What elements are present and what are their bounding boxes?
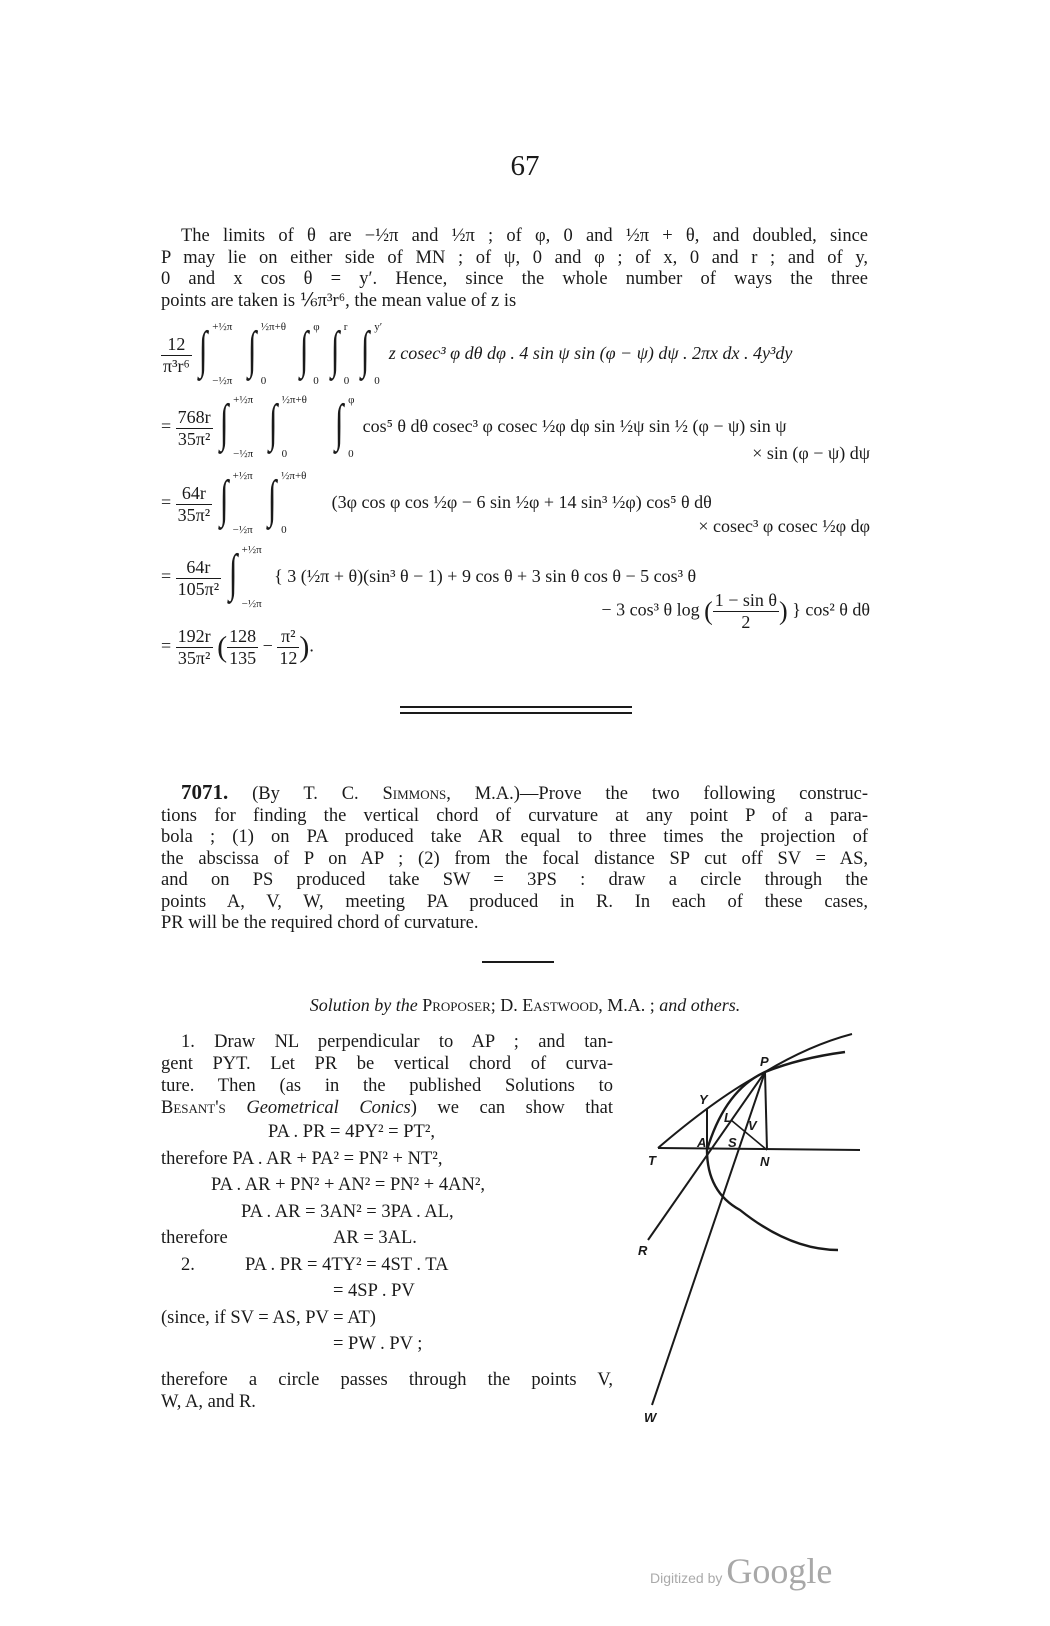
integral-sign: ∫ +½π −½π [220,394,254,460]
math-line: = 4SP . PV [333,1281,415,1301]
google-logo: Google [726,1551,833,1591]
math-line: 2. PA . PR = 4TY² = 4ST . TA [181,1254,449,1275]
intro-line: points are taken is ⅙π³r⁶, the mean value of z is [161,290,517,311]
integral-sign: ∫ ½π+θ 0 [267,470,307,536]
digitized-watermark: Digitized by Google [650,1551,833,1591]
solution-line: ture. Then (as in the published Solutions to [161,1076,613,1096]
math-line: therefore PA . AR + PA² = PN² + NT², [161,1148,443,1169]
integral-sign: ∫ r 0 [330,321,350,387]
integrand: { 3 (½π + θ)(sin³ θ − 1) + 9 cos θ + 3 sin θ cos θ − 5 cos³ θ [274,566,697,587]
solution-line: Besant's Geometrical Conics) we can show that [161,1098,613,1118]
author-name: Simmons [382,784,447,804]
label-a: A [697,1135,707,1150]
solution-line: W, A, and R. [161,1392,256,1412]
equation-4-continuation: − 3 cos³ θ log ( $\frac{\text{1 − sin θ}}{2}$ ) } cos² θ dθ [601,590,870,632]
question-line: 7071. (By T. C. Simmons, M.A.)—Prove the two following construc- [181,780,869,804]
integrand: cos⁵ θ dθ cosec³ φ cosec ½φ dφ sin ½ψ sin ½ (φ − ψ) sin ψ [362,416,787,437]
label-l: L [724,1110,732,1125]
solution-line: gent PYT. Let PR be vertical chord of curva- [161,1054,613,1074]
label-v: V [748,1118,757,1133]
integral-sign: ∫ φ 0 [335,394,355,460]
coefficient: $\frac{768r}{\text{35π²}}$ [177,406,211,449]
question-line: PR will be the required chord of curvature. [161,913,479,933]
axis-line [658,1148,860,1150]
solution-line: 1. Draw NL perpendicular to AP ; and tan- [181,1032,613,1052]
question-line: and on PS produced take SW = 3PS : draw a circle through the [161,870,868,890]
label-y: Y [699,1092,708,1107]
math-line: therefore AR = 3AL. [161,1228,417,1248]
integrand: (3φ cos φ cos ½φ − 6 sin ½φ + 14 sin³ ½φ) cos⁵ θ dθ [331,492,712,513]
label-s: S [728,1135,737,1150]
integrand: z cosec³ φ dθ dφ . 4 sin ψ sin (φ − ψ) dψ . 2πx dx . 4y³dy [388,343,793,364]
question-line: bola ; (1) on PA produced take AR equal to three times the projection of [161,827,868,847]
label-r: R [638,1243,648,1258]
intro-line: 0 and x cos θ = y′. Hence, since the whole number of ways the three [161,269,868,289]
question-line: the abscissa of P on AP ; (2) from the focal distance SP cut off SV = AS, [161,848,868,869]
intro-line: P may lie on either side of MN ; of ψ, 0 and φ ; of x, 0 and r ; and of y, [161,247,868,268]
coefficient: $\frac{12}{\text{π³r⁶}}$ [163,333,190,376]
equals-sign: = [161,492,172,513]
coefficient: $\frac{64r}{\text{35π²}}$ [177,482,211,525]
question-line: points A, V, W, meeting PA produced in R. In each of these cases, [161,891,868,912]
question-line: tions for finding the vertical chord of curvature at any point P of a para- [161,805,868,826]
equals-sign: = [161,566,172,587]
label-p: P [760,1054,769,1069]
label-n: N [760,1154,770,1169]
math-line: (since, if SV = AS, PV = AT) [161,1307,376,1328]
integral-sign: ∫ y′ 0 [361,321,383,387]
ordinate-pn [765,1072,767,1150]
page-number: 67 [510,150,540,182]
equation-3-continuation: × cosec³ φ cosec ½φ dφ [698,516,870,536]
equals-sign: = [161,635,172,656]
parabola-curve [707,1052,845,1250]
intro-line: The limits of θ are −½π and ½π ; of φ, 0 and ½π + θ, and doubled, since [181,226,868,246]
label-w: W [644,1410,657,1425]
integral-sign: ∫ ½π+θ 0 [268,394,307,460]
integral-sign: ∫ +½π −½π [219,470,253,536]
solution-line: therefore a circle passes through the points V, [161,1370,613,1390]
math-line: PA . AR + PN² + AN² = PN² + 4AN², [211,1175,485,1195]
integral-sign: ∫ φ 0 [300,321,320,387]
question-number: 7071. [181,780,229,804]
equals-sign: = [161,416,172,437]
equation-5: = $\frac{192r}{\text{35π²}}$ ( $\frac{128}{135}$ − $\frac{\text{π²}}{12}$ ). [161,626,314,668]
equation-2-continuation: × sin (φ − ψ) dψ [752,443,870,463]
solution-heading: Solution by the Proposer; D. Eastwood, M.A. ; and others. [309,995,741,1015]
integral-sign: ∫ +½π −½π [228,544,262,610]
label-t: T [648,1153,656,1168]
math-line: PA . AR = 3AN² = 3PA . AL, [241,1201,454,1222]
coefficient: $\frac{192r}{\text{35π²}}$ [177,626,211,668]
integral-sign: ∫ ½π+θ 0 [247,321,287,387]
integral-sign: ∫ +½π −½π [199,321,233,387]
math-line: PA . PR = 4PY² = PT², [268,1122,436,1142]
coefficient: $\frac{64r}{\text{105π²}}$ [177,556,220,599]
math-line: = PW . PV ; [333,1334,423,1354]
